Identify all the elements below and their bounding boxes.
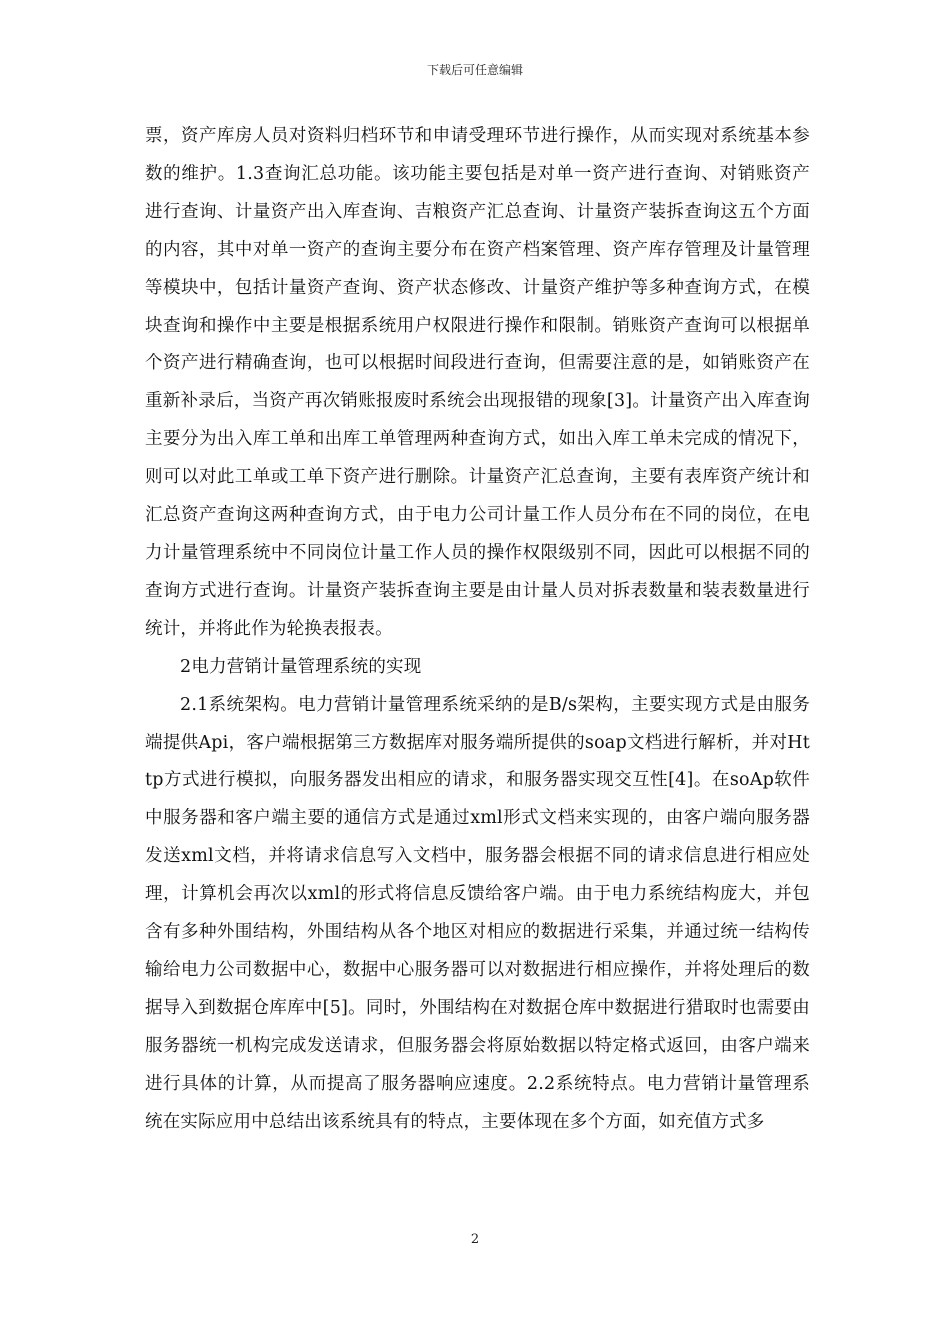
paragraph-system-architecture: 2.1系统架构。电力营销计量管理系统采纳的是B/s架构，主要实现方式是由服务端提供Api，客户端根据第三方数据库对服务端所提供的soap文档进行解析，并对Http方式进行模拟，向服务器发出相应的请求，和服务器实现交互性[4]。在soAp软件中服务器和客户端主要的通信方式是通过xml形式文档来实现的，由客户端向服务器发送xml文档，并将请求信息写入文档中，服务器会根据不同的请求信息进行相应处理，计算机会再次以xml的形式将信息反馈给客户端。由于电力系统结构庞大，并包含有多种外围结构，外围结构从各个地区对相应的数据进行采集，并通过统一结构传输给电力公司数据中心，数据中心服务器可以对数据进行相应操作，并将处理后的数据导入到数据仓库库中[5]。同时，外围结构在对数据仓库中数据进行猎取时也需要由服务器统一机构完成发送请求，但服务器会将原始数据以特定格式返回，由客户端来进行具体的计算，从而提高了服务器响应速度。2.2系统特点。电力营销计量管理系统在实际应用中总结出该系统具有的特点，主要体现在多个方面，如充值方式多 xyxy=(145,694,810,1132)
page-header: 下载后可任意编辑 xyxy=(426,63,523,77)
page-number: 2 xyxy=(470,1232,480,1247)
document-body xyxy=(145,118,810,1141)
section-heading-implementation: 2电力营销计量管理系统的实现 xyxy=(180,656,422,677)
paragraph-query-summary: 票，资产库房人员对资料归档环节和申请受理环节进行操作，从而实现对系统基本参数的维护。1.3查询汇总功能。该功能主要包括是对单一资产进行查询、对销账资产进行查询、计量资产出入库查询、吉粮资产汇总查询、计量资产装拆查询这五个方面的内容，其中对单一资产的查询主要分布在资产档案管理、资产库存管理及计量管理等模块中，包括计量资产查询、资产状态修改、计量资产维护等多种查询方式，在模块查询和操作中主要是根据系统用户权限进行操作和限制。销账资产查询可以根据单个资产进行精确查询，也可以根据时间段进行查询，但需要注意的是，如销账资产在重新补录后，当资产再次销账报废时系统会出现报错的现象[3]。计量资产出入库查询主要分为出入库工单和出库工单管理两种查询方式，如出入库工单未完成的情况下，则可以对此工单或工单下资产进行删除。计量资产汇总查询，主要有表库资产统计和汇总资产查询这两种查询方式，由于电力公司计量工作人员分布在不同的岗位，在电力计量管理系统中不同岗位计量工作人员的操作权限级别不同，因此可以根据不同的查询方式进行查询。计量资产装拆查询主要是由计量人员对拆表数量和装表数量进行统计，并将此作为轮换表报表。 xyxy=(145,126,810,639)
